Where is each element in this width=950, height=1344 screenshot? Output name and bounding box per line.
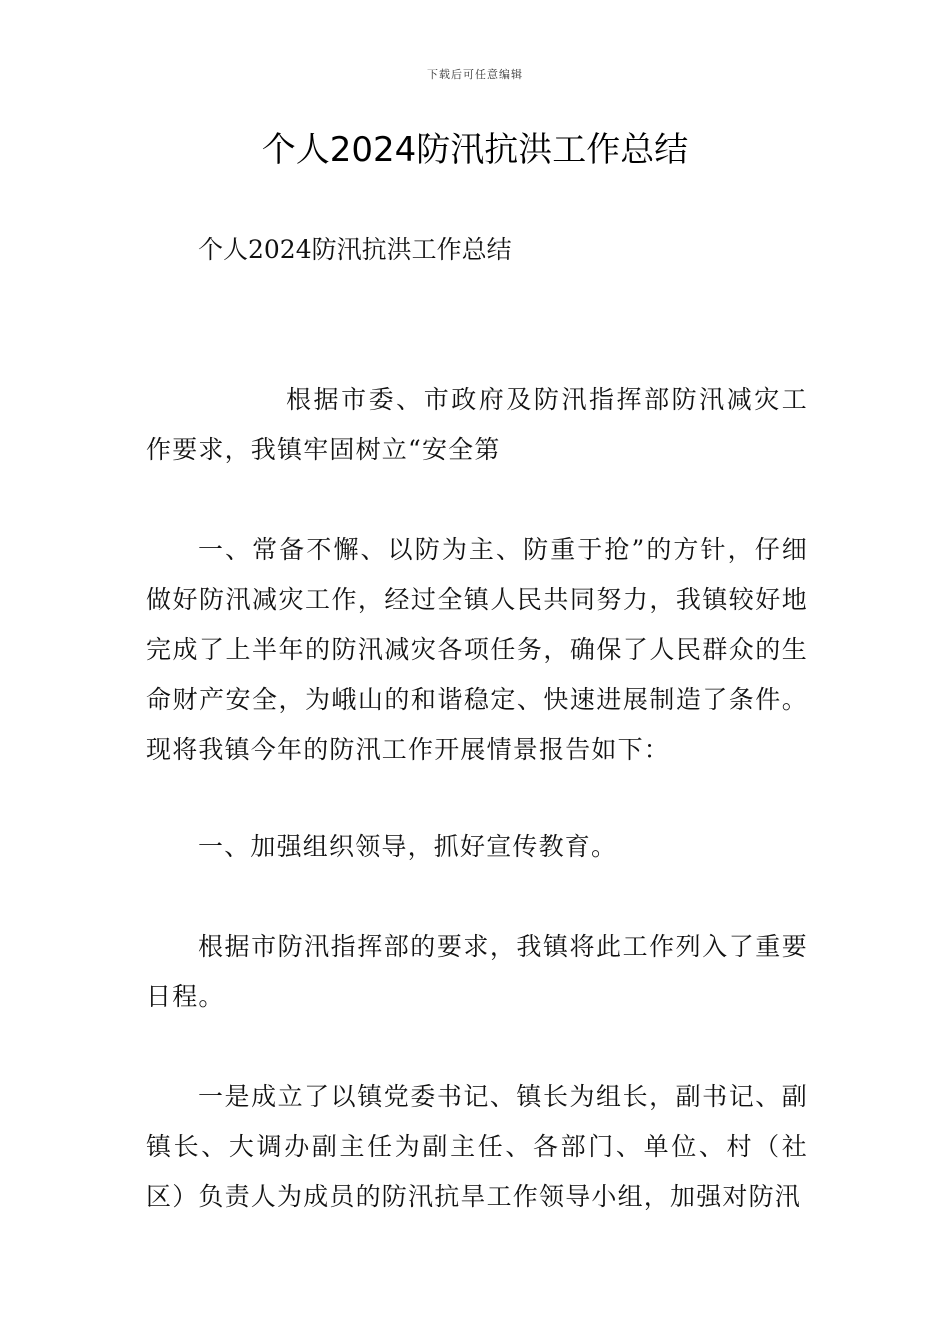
header-note: 下载后可任意编辑 <box>427 68 523 81</box>
document-title: 个人2024防汛抗洪工作总结 <box>261 130 689 170</box>
paragraph-policy: 一、常备不懈、以防为主、防重于抢”的方针，仔细做好防汛减灾工作，经过全镇人民共同努力，我镇较好地完成了上半年的防汛减灾各项任务，确保了人民群众的生命财产安全，为峨山的和谐稳定、快速进展制造了条件。现将我镇今年的防汛工作开展情景报告如下： <box>146 535 808 764</box>
section-heading-1: 一、加强组织领导，抓好宣传教育。 <box>198 832 618 861</box>
paragraph-basis: 根据市防汛指挥部的要求，我镇将此工作列入了重要日程。 <box>146 932 808 1011</box>
paragraph-intro: 根据市委、市政府及防汛指挥部防汛减灾工作要求，我镇牢固树立“安全第 <box>146 385 808 464</box>
document-subtitle: 个人2024防汛抗洪工作总结 <box>198 235 512 264</box>
paragraph-first-measure: 一是成立了以镇党委书记、镇长为组长，副书记、副镇长、大调办副主任为副主任、各部门、单位、村（社区）负责人为成员的防汛抗旱工作领导小组，加强对防汛 <box>146 1082 808 1211</box>
